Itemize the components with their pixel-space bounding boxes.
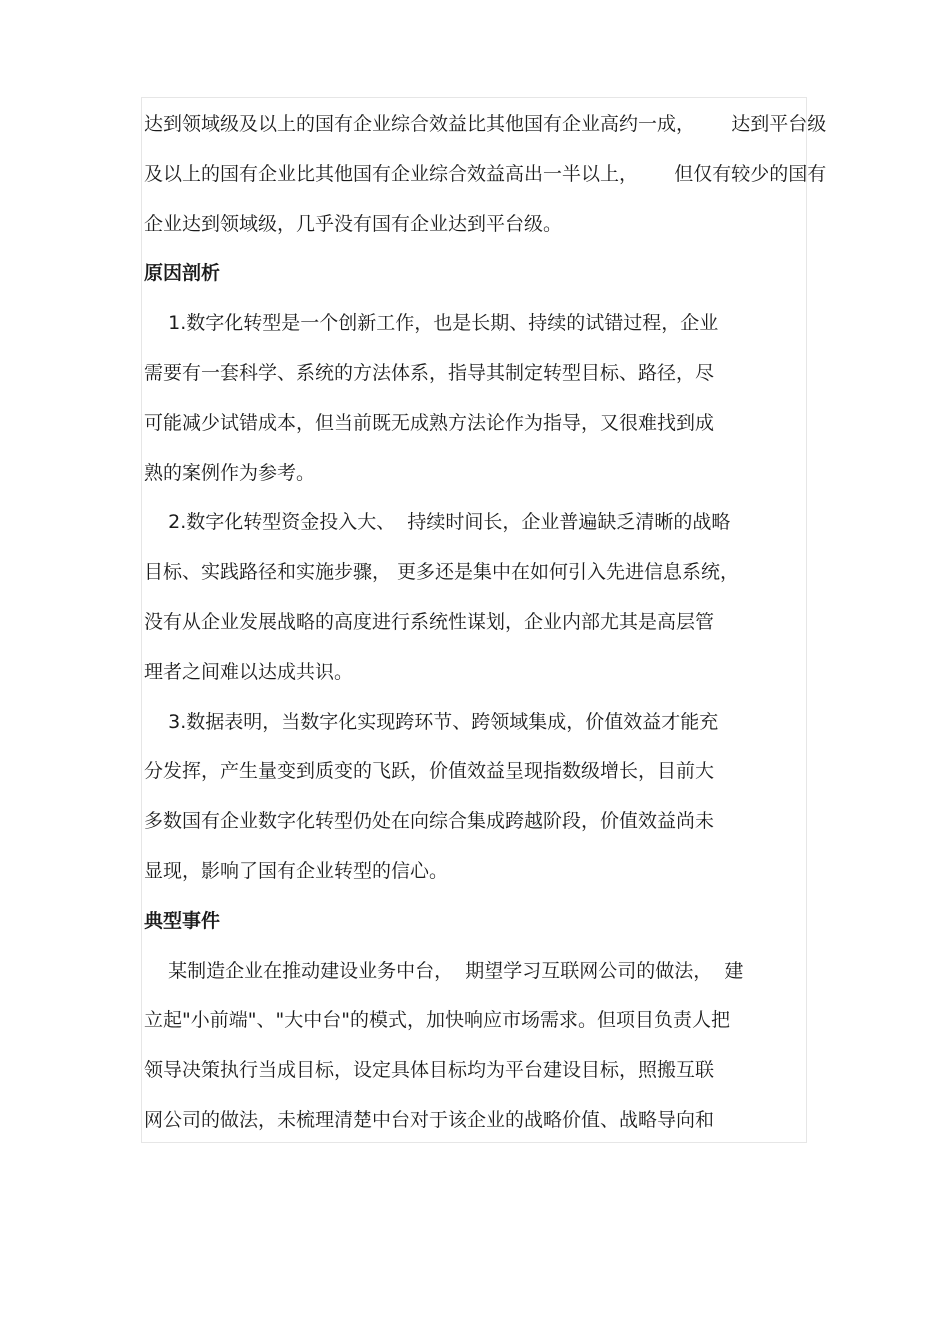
paragraph-line: 立起"小前端"、"大中台"的模式，加快响应市场需求。但项目负责人把 bbox=[144, 1009, 730, 1032]
paragraph-line: 某制造企业在推动建设业务中台， 期望学习互联网公司的做法， 建 bbox=[144, 959, 744, 982]
paragraph-line: 目标、实践路径和实施步骤， 更多还是集中在如何引入先进信息系统， bbox=[144, 561, 740, 584]
paragraph-line: 多数国有企业数字化转型仍处在向综合集成跨越阶段，价值效益尚未 bbox=[144, 810, 715, 833]
paragraph-line: 熟的案例作为参考。 bbox=[144, 461, 316, 484]
paragraph-line: 1.数字化转型是一个创新工作，也是长期、持续的试错过程，企业 bbox=[144, 312, 719, 335]
paragraph-line: 分发挥，产生量变到质变的飞跃，价值效益呈现指数级增长，目前大 bbox=[144, 760, 715, 783]
paragraph-line: 2.数字化转型资金投入大、 持续时间长，企业普遍缺乏清晰的战略 bbox=[144, 511, 731, 534]
paragraph-line: 网公司的做法，未梳理清楚中台对于该企业的战略价值、战略导向和 bbox=[144, 1108, 715, 1131]
paragraph-line: 达到领域级及以上的国有企业综合效益比其他国有企业高约一成， 达到平台级 bbox=[144, 113, 827, 135]
paragraph-line: 显现，影响了国有企业转型的信心。 bbox=[144, 859, 449, 882]
paragraph-line: 企业达到领域级，几乎没有国有企业达到平台级。 bbox=[144, 212, 563, 235]
document-body bbox=[144, 100, 827, 1146]
paragraph-line: 及以上的国有企业比其他国有企业综合效益高出一半以上， 但仅有较少的国有 bbox=[144, 162, 827, 185]
section-heading: 原因剖析 bbox=[144, 262, 221, 285]
paragraph-line: 理者之间难以达成共识。 bbox=[144, 660, 354, 683]
paragraph-line: 领导决策执行当成目标，设定具体目标均为平台建设目标，照搬互联 bbox=[144, 1059, 715, 1082]
paragraph-line: 3.数据表明，当数字化实现跨环节、跨领域集成，价值效益才能充 bbox=[144, 710, 719, 733]
section-heading: 典型事件 bbox=[144, 909, 221, 932]
paragraph-line: 可能减少试错成本，但当前既无成熟方法论作为指导，又很难找到成 bbox=[144, 411, 715, 434]
paragraph-line: 没有从企业发展战略的高度进行系统性谋划，企业内部尤其是高层管 bbox=[144, 610, 715, 633]
paragraph-line: 需要有一套科学、系统的方法体系，指导其制定转型目标、路径，尽 bbox=[144, 361, 715, 384]
